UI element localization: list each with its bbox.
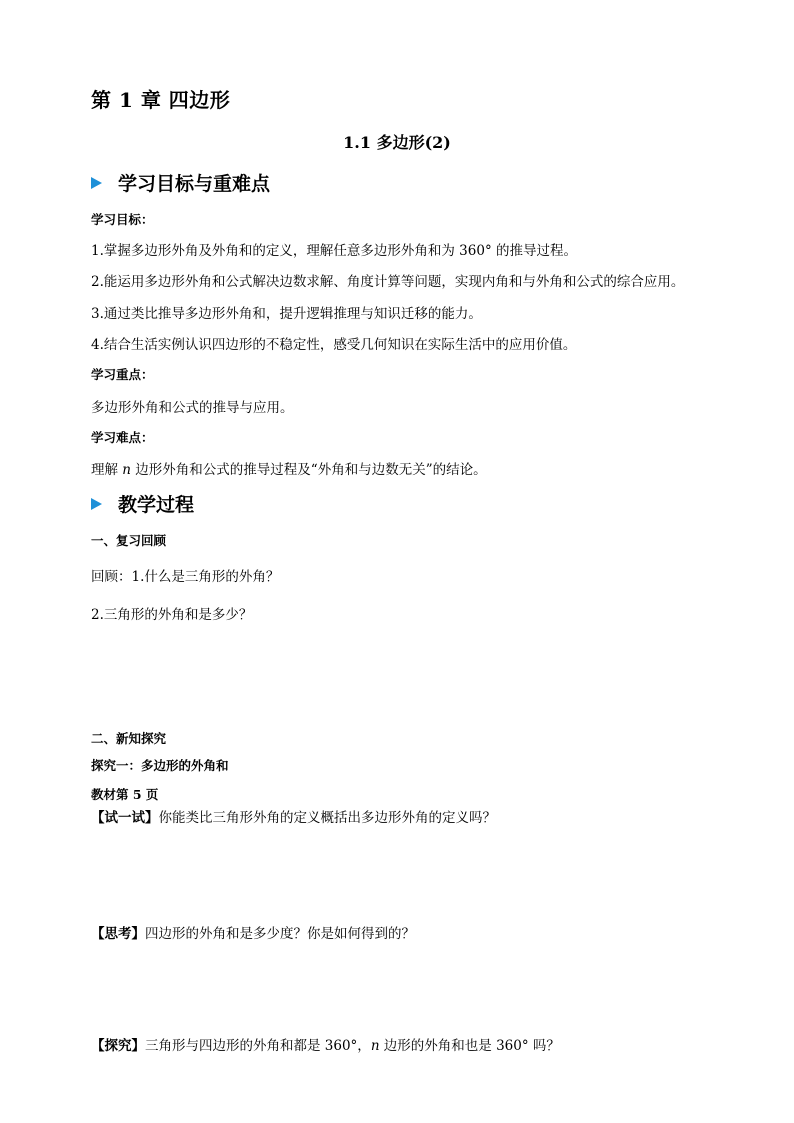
section-goals-heading: [91, 169, 270, 196]
section-process-heading: [91, 490, 194, 517]
section-process-title: 教学过程: [118, 494, 195, 516]
explore-label: 【探究】: [91, 1038, 145, 1054]
explore-text-b: 边形的外角和也是 360° 吗？: [379, 1038, 560, 1054]
goal-item-4: 4.结合生活实例认识四边形的不稳定性，感受几何知识在实际生活中的应用价值。: [91, 337, 577, 353]
key-label: 学习重点：: [91, 367, 154, 382]
section-goals-title: 学习目标与重难点: [118, 173, 271, 195]
goals-label: 学习目标：: [91, 212, 154, 227]
try-text: 你能类比三角形外角的定义概括出多边形外角的定义吗？: [158, 810, 496, 826]
review-question-2: 2.三角形的外角和是多少？: [91, 607, 253, 623]
review-question-1: 回顾：1.什么是三角形的外角？: [91, 569, 280, 585]
difficulty-variable: n: [122, 462, 131, 478]
goal-item-2: 2.能运用多边形外角和公式解决边数求解、角度计算等问题，实现内角和与外角和公式的综合应用。: [91, 274, 685, 290]
difficulty-prefix: 理解: [91, 462, 123, 478]
try-label: 【试一试】: [91, 810, 159, 826]
explore-variable: n: [370, 1038, 380, 1054]
lesson-title-text: 1.1 多边形(2): [343, 133, 451, 152]
explore-text-a: 三角形与四边形的外角和都是 360°，: [145, 1038, 371, 1054]
part2-title: 二、新知探究: [91, 731, 167, 746]
difficulty-suffix: 边形外角和公式的推导过程及“外角和与边数无关”的结论。: [131, 462, 487, 478]
explore-prompt: [91, 1034, 560, 1054]
think-text: 四边形的外角和是多少度？你是如何得到的？: [145, 926, 415, 942]
textbook-reference: 教材第 5 页: [91, 787, 159, 802]
difficulty-label: 学习难点：: [91, 430, 154, 445]
try-prompt: [91, 806, 496, 826]
key-text: 多边形外角和公式的推导与应用。: [91, 400, 294, 416]
lesson-title: [0, 130, 794, 153]
difficulty-text: [91, 458, 487, 478]
think-prompt: [91, 922, 415, 942]
part1-title: 一、复习回顾: [91, 533, 167, 548]
chapter-title: 第 1 章 四边形: [91, 88, 231, 112]
play-triangle-icon: [91, 177, 102, 189]
goal-item-1: 1.掌握多边形外角及外角和的定义，理解任意多边形外角和为 360° 的推导过程。: [91, 243, 577, 259]
explore1-title: 探究一：多边形的外角和: [91, 758, 229, 773]
play-triangle-icon: [91, 498, 102, 510]
goal-item-3: 3.通过类比推导多边形外角和，提升逻辑推理与知识迁移的能力。: [91, 306, 482, 322]
think-label: 【思考】: [91, 926, 145, 942]
